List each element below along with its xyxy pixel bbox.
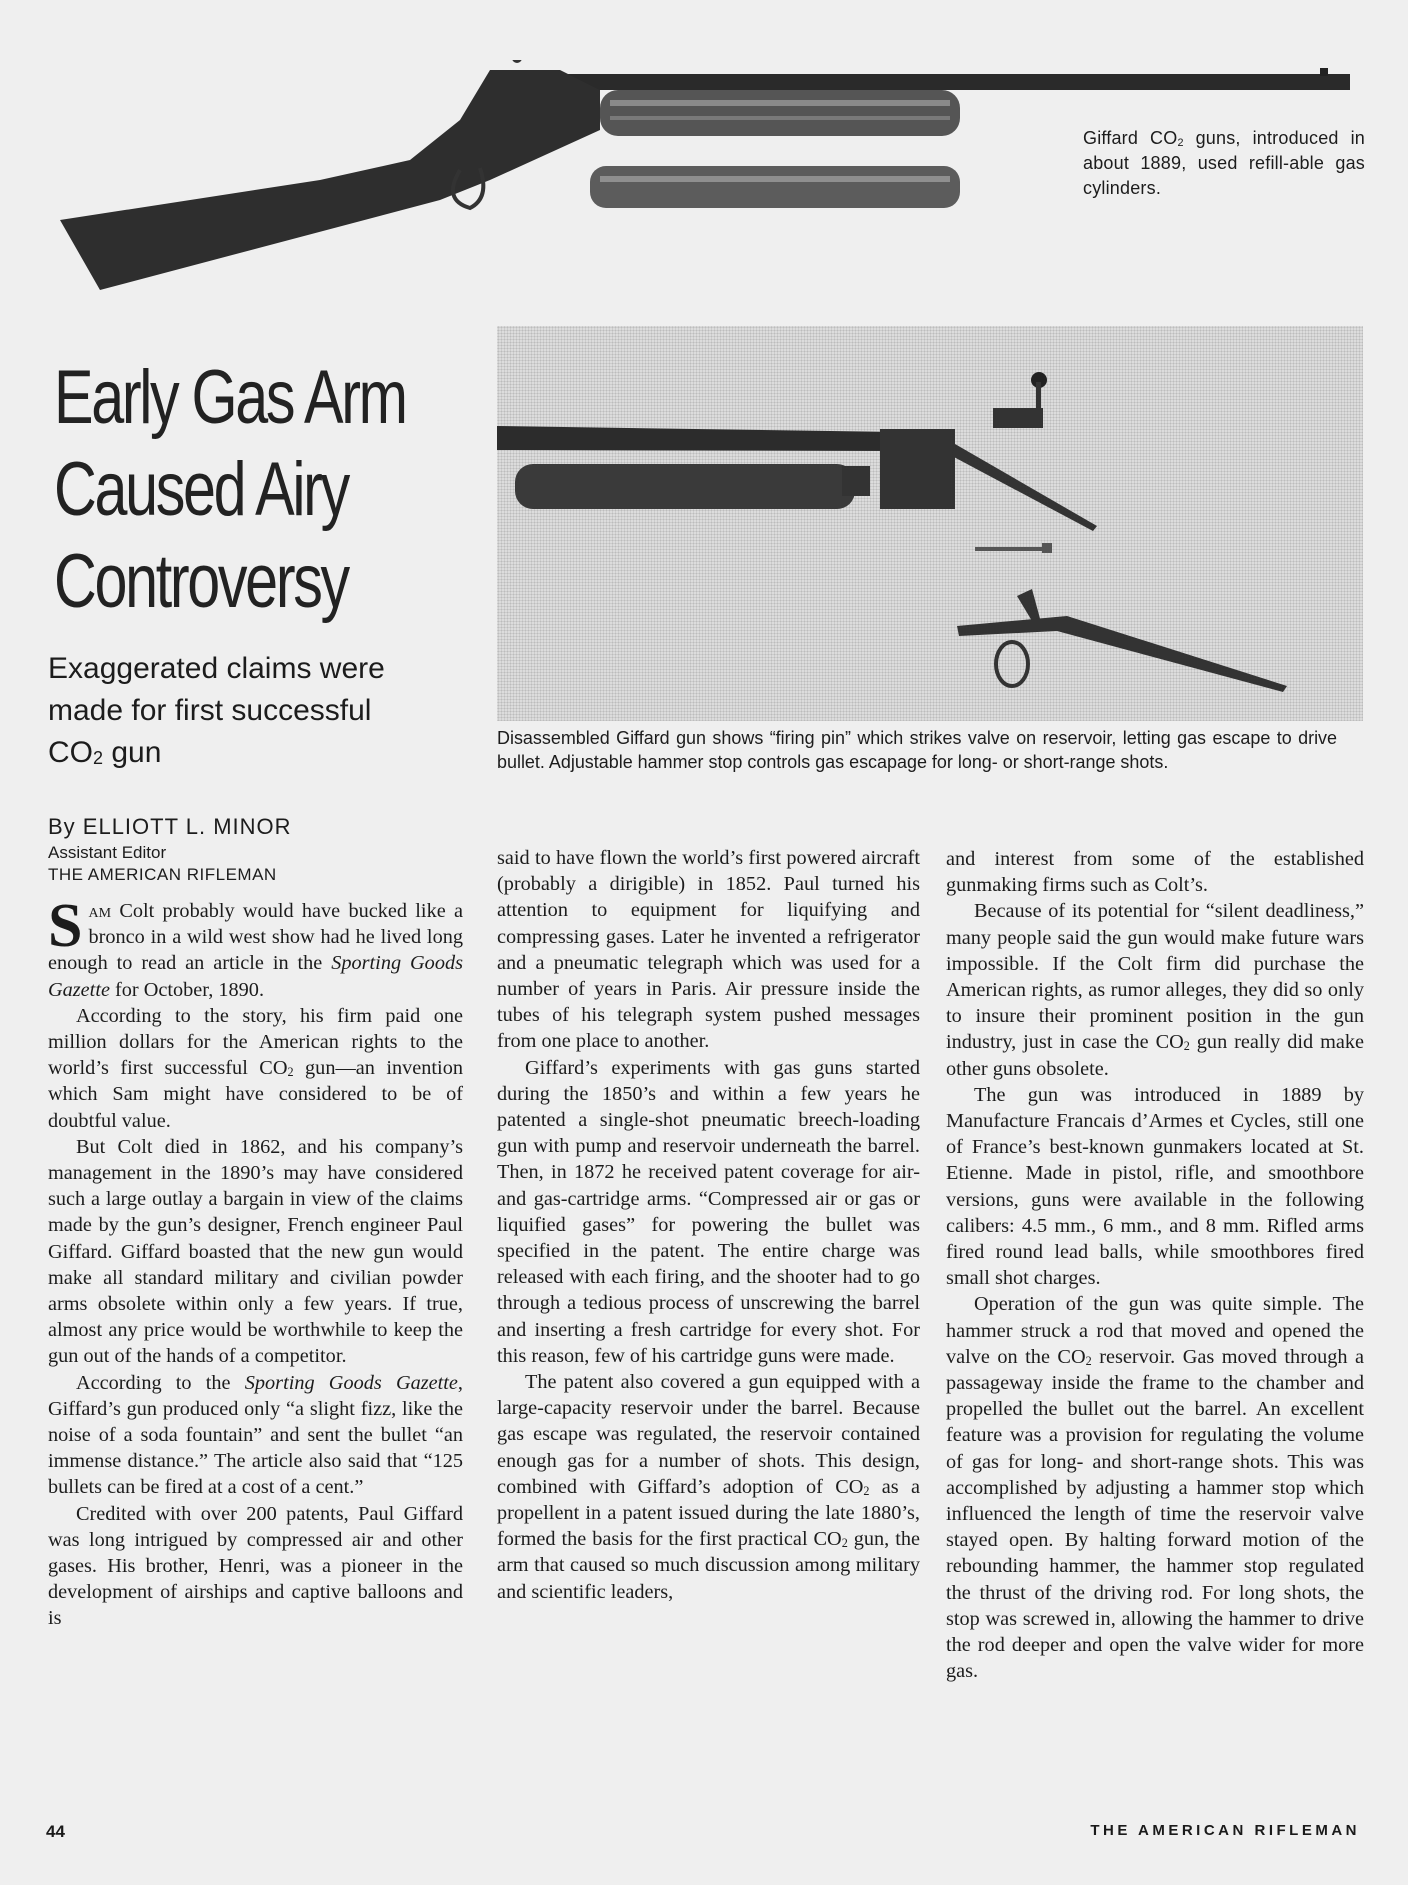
article-paragraph: and interest from some of the established gunmaking firms such as Colt’s. [946, 848, 1364, 897]
disassembled-photo-caption: Disassembled Giffard gun shows “firing pin” which strikes valve on reservoir, letting gas escape to drive bullet. Adjustable hammer stop controls gas escapage for long- or short-range shots. [497, 727, 1338, 772]
rifle-gas-cylinder-mounted [600, 90, 960, 136]
byline [48, 812, 468, 886]
disassembled-gun-photo [497, 326, 1363, 721]
article-paragraph: said to have flown the world’s first powered aircraft (probably a dirigible) in 1852. Paul turned his attention to equipment for liquifying and compressing gases. Later he invented a refrigerator and a pneumatic telegraph which was used for a number of years in Paris. Air pressure inside the tubes of his telegraph system pushed messages from one place to another. [497, 847, 920, 1053]
photo-hammer-stop [993, 372, 1047, 428]
article-paragraph: According to the Sporting Goods Gazette, Giffard’s gun produced only “a slight fizz, like the noise of a soda fountain” and sent the bullet “an immense distance.” The article also said that “125 bullets can be fired at a cost of a cent.” [48, 1371, 463, 1499]
article-paragraph: Because of its potential for “silent deadliness,” many people said the gun would make future wars impossible. If the Colt firm did purchase the American rights, as rumor alleges, they did so only to insure their prominent position in the gun industry, just in case the $CO_2$ gun really did make other guns obsolete. [946, 900, 1364, 1080]
article-paragraph: The patent also covered a gun equipped with a large-capacity reservoir under the barrel. Because gas escape was regulated, the reservoir contained enough gas for a number of shots. This design, combined with Giffard’s adoption of $CO_2$ as a propellent in a patent issued during the late 1880’s, formed the basis for the first practical $CO_2$ gun, the arm that caused so much discussion among military and scientific leaders, [497, 1371, 920, 1603]
drop-cap: S [48, 892, 83, 960]
photo-trigger-assembly [957, 589, 1287, 692]
article-paragraph: Operation of the gun was quite simple. The hammer struck a rod that moved and opened the valve on the $CO_2$ reservoir. Gas moved through a passageway inside the frame to the chamber and propelled the bullet out the barrel. An excellent feature was a provision for regulating the volume of gas for long- and short-range shots. This was accomplished by adjusting a hammer stop which influenced the length of time the reservoir valve stayed open. By halting forward motion of the rebounding hammer, the hammer stop regulated the thrust of the driving rod. For long shots, the stop was screwed in, allowing the hammer to drive the rod deeper and open the valve wider for more gas. [946, 1293, 1364, 1683]
rifle-stock [60, 60, 600, 290]
byline-author: By ELLIOTT L. MINOR [48, 814, 292, 839]
article-column-3 [946, 846, 1364, 1685]
byline-organization: THE AMERICAN RIFLEMAN [48, 865, 277, 884]
top-photo-caption: Giffard $CO_2$ guns, introduced in about 1889, used refill-able gas cylinders. [1083, 128, 1365, 198]
article-paragraph: The gun was introduced in 1889 by Manufacture Francais d’Armes et Cycles, still one of France’s best-known gunmakers located at St. Etienne. Made in pistol, rifle, and smoothbore versions, guns were available in the following calibers: 4.5 mm., 6 mm., and 8 mm. Rifled arms fired round lead balls, while smoothbores fired small shot charges. [946, 1083, 1364, 1290]
byline-role: Assistant Editor [48, 843, 167, 862]
footer-publication: THE AMERICAN RIFLEMAN [1090, 1822, 1360, 1839]
article-paragraph: According to the story, his firm paid one million dollars for the American rights to the world’s first successful $CO_2$ gun—an invention which Sam might have considered to be of doubtful value. [48, 1004, 463, 1132]
photo-receiver [880, 429, 1097, 531]
photo-barrel [497, 426, 897, 451]
article-subhead: Exaggerated claims were made for first successful $CO_2$ gun [48, 652, 385, 769]
article-paragraph: Credited with over 200 patents, Paul Giffard was long intrigued by compressed air and other gases. His brother, Henri, was a pioneer in the development of airships and captive balloons and is [48, 1502, 463, 1630]
article-headline [54, 352, 406, 628]
page-number: 44 [46, 1822, 65, 1841]
article-paragraph: But Colt died in 1862, and his company’s management in the 1890’s may have considered such a large outlay a bargain in view of the claims made by the gun’s designer, French engineer Paul Giffard. Giffard boasted that the new gun would make all standard military and civilian powder arms obsolete within only a few years. If true, almost any price would be worthwhile to keep the gun out of the hands of a competitor. [48, 1135, 463, 1368]
article-column-2 [497, 845, 920, 1605]
article-column-1 [48, 892, 463, 1632]
headline-line: Caused Airy [54, 447, 348, 532]
photo-reservoir [515, 464, 870, 509]
photo-firing-pin [975, 543, 1052, 553]
article-paragraph: Giffard’s experiments with gas guns started during the 1850’s and within a few years he patented a single-shot pneumatic breech-loading gun with pump and reservoir underneath the barrel. Then, in 1872 he received patent coverage for air- and gas-cartridge arms. “Compressed air or gas or liquified gases” for powering the bullet was specified in the patent. The entire charge was released with each firing, and the shooter had to go through a tedious process of unscrewing the barrel and inserting a fresh cartridge for every shot. For this reason, few of his cartridge guns were made. [497, 1056, 920, 1367]
headline-line: Controversy [54, 539, 348, 624]
article-paragraph: Sam Colt probably would have bucked like a bronco in a wild west show had he lived long enough to read an article in the Sporting Goods Gazette for October, 1890. [48, 892, 463, 1001]
headline-line: Early Gas Arm [54, 355, 406, 440]
rifle-barrel [560, 68, 1350, 90]
rifle-gas-cylinder-spare [590, 166, 960, 208]
